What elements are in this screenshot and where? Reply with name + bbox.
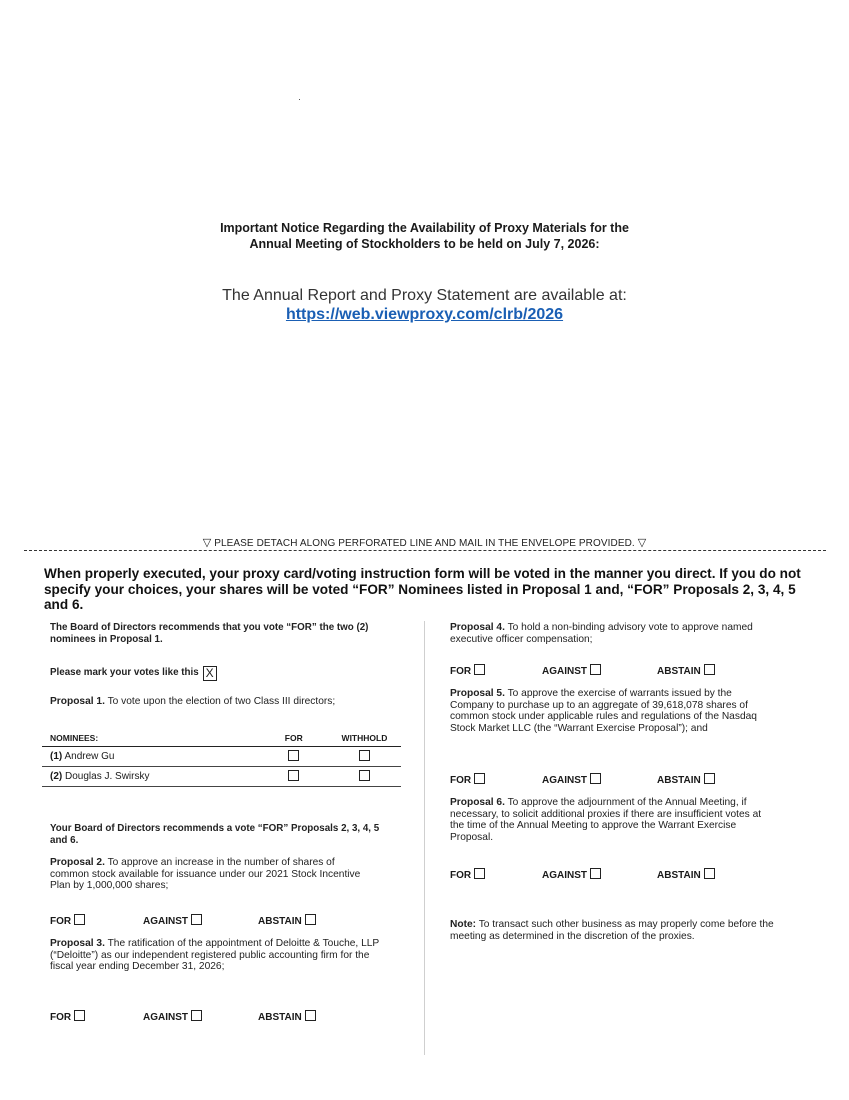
proposal-2-vote-row (50, 914, 316, 927)
withhold-checkbox[interactable] (359, 750, 370, 761)
proposal-3-vote-row (50, 1010, 316, 1023)
against-label: AGAINST (542, 775, 587, 786)
for-label: FOR (450, 870, 472, 881)
abstain-checkbox[interactable] (305, 914, 316, 925)
proposal-4-title: Proposal 4. (450, 622, 505, 633)
stray-dot (299, 99, 300, 100)
proposal-4 (450, 622, 775, 645)
against-label: AGAINST (143, 1012, 188, 1023)
down-triangle-icon: ▽ (202, 537, 212, 549)
against-checkbox[interactable] (590, 664, 601, 675)
for-checkbox[interactable] (474, 773, 485, 784)
nominees-header: NOMINEES: (42, 729, 260, 747)
against-label: AGAINST (542, 870, 587, 881)
nominee-number: (1) (50, 751, 63, 762)
against-checkbox[interactable] (590, 773, 601, 784)
nominees-table (42, 729, 401, 787)
for-checkbox[interactable] (74, 914, 85, 925)
for-label: FOR (50, 916, 72, 927)
proposal-6-title: Proposal 6. (450, 797, 505, 808)
notice-line-1: Important Notice Regarding the Availability of Proxy Materials for the (220, 221, 629, 235)
nominee-name: Douglas J. Swirsky (65, 771, 150, 782)
abstain-label: ABSTAIN (657, 870, 701, 881)
column-divider (424, 621, 425, 1055)
proposal-1-title: Proposal 1. (50, 696, 105, 707)
proposal-3-title: Proposal 3. (50, 938, 105, 949)
proposal-2-text: To approve an increase in the number of shares of common stock available for issuance under our 2021 Stock Incentive Plan by 1,000,000 shares; (50, 857, 361, 891)
proposal-5-text: To approve the exercise of warrants issued by the Company to purchase up to an aggregate of 39,618,078 shares of common stock under applicable rules and regulations of the Nasdaq Stock Market LLC (the “Warrant Exercise Proposal”); and (450, 688, 757, 734)
proposal-2-title: Proposal 2. (50, 857, 105, 868)
proposal-3-text: The ratification of the appointment of Deloitte & Touche, LLP (“Deloitte”) as our independent registered public accounting firm for the fiscal year ending December 31, 2026; (50, 938, 380, 972)
proposal-1 (50, 696, 340, 708)
nominee-name: Andrew Gu (64, 751, 115, 762)
abstain-checkbox[interactable] (704, 664, 715, 675)
table-row (42, 767, 401, 787)
board-recommendation-1: The Board of Directors recommends that you vote “FOR” the two (2) nominees in Proposal 1. (50, 622, 369, 645)
proposal-6 (450, 797, 775, 843)
note (450, 919, 780, 942)
table-row (42, 747, 401, 767)
board-recommendation-2: Your Board of Directors recommends a vote “FOR” Proposals 2, 3, 4, 5 and 6. (50, 823, 380, 846)
withhold-checkbox[interactable] (359, 770, 370, 781)
notice-heading (0, 220, 849, 252)
against-label: AGAINST (143, 916, 188, 927)
proposal-5-title: Proposal 5. (450, 688, 505, 699)
detach-text: PLEASE DETACH ALONG PERFORATED LINE AND MAIL IN THE ENVELOPE PROVIDED. (214, 538, 635, 549)
lead-statement: When properly executed, your proxy card/voting instruction form will be voted in the manner you direct. If you do not specify your choices, your shares will be voted “FOR” Nominees listed in Proposal 1 and, “FOR” Proposals 2, 3, 4, 5 and 6. (44, 566, 801, 612)
for-label: FOR (450, 775, 472, 786)
nominees-table-wrap (42, 729, 401, 787)
against-label: AGAINST (542, 666, 587, 677)
against-checkbox[interactable] (191, 1010, 202, 1021)
proposal-3 (50, 938, 380, 973)
for-checkbox[interactable] (288, 750, 299, 761)
perforated-line (24, 550, 826, 551)
for-header: FOR (260, 729, 328, 747)
abstain-checkbox[interactable] (704, 868, 715, 879)
detach-instruction (0, 536, 849, 549)
down-triangle-icon: ▽ (637, 537, 647, 549)
abstain-label: ABSTAIN (258, 916, 302, 927)
mark-label: Please mark your votes like this (50, 667, 199, 678)
proposal-5-vote-row (450, 773, 715, 786)
proposal-5 (450, 688, 766, 734)
proposal-2 (50, 857, 375, 892)
nominee-number: (2) (50, 771, 63, 782)
availability-block (0, 286, 849, 324)
against-checkbox[interactable] (191, 914, 202, 925)
proposal-4-text: To hold a non-binding advisory vote to approve named executive officer compensation; (450, 622, 753, 645)
mark-example-box: X (203, 666, 217, 681)
proposal-4-vote-row (450, 664, 715, 677)
for-checkbox[interactable] (474, 664, 485, 675)
note-title: Note: (450, 919, 477, 930)
mark-instruction (50, 666, 217, 681)
abstain-label: ABSTAIN (657, 775, 701, 786)
against-checkbox[interactable] (590, 868, 601, 879)
for-label: FOR (450, 666, 472, 677)
abstain-checkbox[interactable] (704, 773, 715, 784)
abstain-label: ABSTAIN (258, 1012, 302, 1023)
for-checkbox[interactable] (288, 770, 299, 781)
for-label: FOR (50, 1012, 72, 1023)
proposal-1-text: To vote upon the election of two Class III directors; (107, 696, 336, 707)
withhold-header: WITHHOLD (328, 729, 401, 747)
proxy-materials-link[interactable]: https://web.viewproxy.com/clrb/2026 (285, 306, 564, 323)
abstain-label: ABSTAIN (657, 666, 701, 677)
for-checkbox[interactable] (474, 868, 485, 879)
abstain-checkbox[interactable] (305, 1010, 316, 1021)
notice-line-2: Annual Meeting of Stockholders to be held on July 7, 2026: (249, 237, 600, 251)
availability-text: The Annual Report and Proxy Statement are available at: (222, 287, 627, 304)
note-text: To transact such other business as may properly come before the meeting as determined in the discretion of the proxies. (450, 919, 774, 942)
for-checkbox[interactable] (74, 1010, 85, 1021)
proposal-6-text: To approve the adjournment of the Annual Meeting, if necessary, to solicit additional proxies if there are insufficient votes at the time of the Annual Meeting to approve the Warrant Exercise Proposal. (450, 797, 762, 843)
proposal-6-vote-row (450, 868, 715, 881)
